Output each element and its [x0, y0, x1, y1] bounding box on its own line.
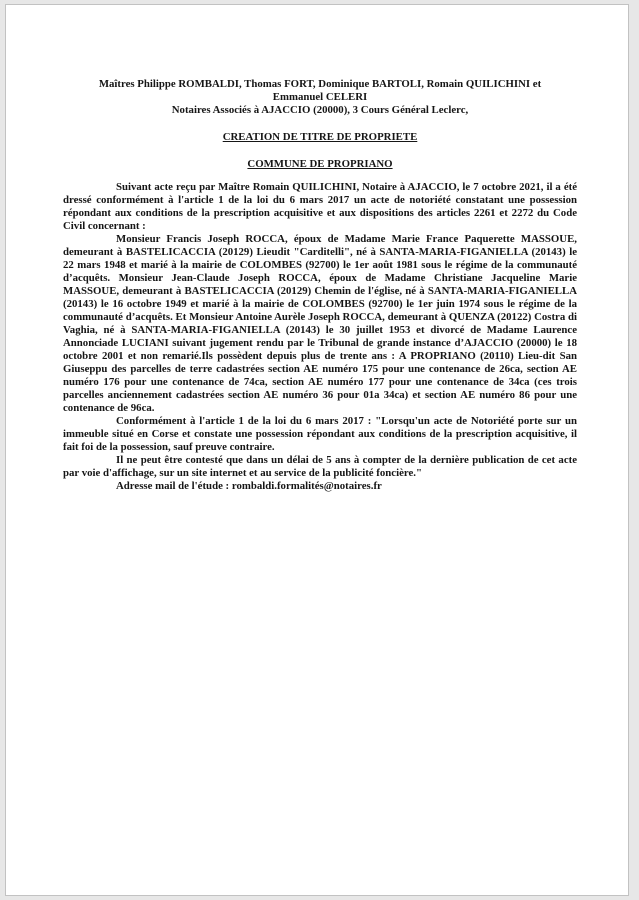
notary-names-line-1: Maîtres Philippe ROMBALDI, Thomas FORT, Dominique BARTOLI, Romain QUILICHINI et [98, 78, 542, 90]
paragraph-law-quote: Conformément à l'article 1 de la loi du 6 mars 2017 : "Lorsqu'un acte de Notoriété porte sur un immeuble situé en Corse et constate une possession répondant aux conditions de la prescription acquisitive, il fait foi de la possession, sauf preuve contraire. [63, 415, 577, 453]
notary-office-address-line: Notaires Associés à AJACCIO (20000), 3 Cours Général Leclerc, [171, 104, 469, 116]
document-page [5, 4, 629, 896]
notary-names-line-2: Emmanuel CELERI [272, 91, 368, 103]
document-title: CREATION DE TITRE DE PROPRIETE [222, 131, 418, 143]
office-email-line: Adresse mail de l'étude : rombaldi.formalités@notaires.fr [116, 480, 382, 492]
commune-subtitle: COMMUNE DE PROPRIANO [247, 158, 393, 170]
notary-header [63, 78, 577, 117]
paragraph-act-intro: Suivant acte reçu par Maître Romain QUILICHINI, Notaire à AJACCIO, le 7 octobre 2021, il a été dressé conformément à l'article 1 de la loi du 6 mars 2017 un acte de notoriété constatant une possession répondant aux conditions de la prescription acquisitive et aux dispositions des articles 2261 et 2272 du Code Civil concernant : [63, 181, 577, 232]
paragraph-contest-delay: Il ne peut être contesté que dans un délai de 5 ans à compter de la dernière publication de cet acte par voie d'affichage, sur un site internet et au service de la publicité foncière." [63, 454, 577, 479]
document-content [63, 78, 577, 493]
paragraph-owners-and-parcels: Monsieur Francis Joseph ROCCA, époux de Madame Marie France Paquerette MASSOUE, demeurant à BASTELICACCIA (20129) Lieudit "Carditelli", né à SANTA-MARIA-FIGANIELLA (20143) le 22 mars 1948 et marié à la mairie de COLOMBES (92700) le 1er août 1981 sous le régime de la communauté d’acquêts. Monsieur Jean-Claude Joseph ROCCA, époux de Madame Christiane Jacqueline Marie MASSOUE, demeurant à BASTELICACCIA (20129) Chemin de l'église, né à SANTA-MARIA-FIGANIELLA (20143) le 16 octobre 1949 et marié à la mairie de COLOMBES (92700) le 1er juin 1974 sous le régime de la communauté d’acquêts. Et Monsieur Antoine Aurèle Joseph ROCCA, demeurant à QUENZA (20122) Costra di Vaghia, né à SANTA-MARIA-FIGANIELLA (20143) le 30 juillet 1953 et divorcé de Madame Laurence Annonciade LUCIANI suivant jugement rendu par le Tribunal de grande instance d’AJACCIO (20000) le 18 octobre 2001 et non remarié.Ils possèdent depuis plus de trente ans : A PROPRIANO (20110) Lieu-dit San Giuseppu des parcelles de terre cadastrées section AE numéro 175 pour une contenance de 26ca, section AE numéro 176 pour une contenance de 74ca, section AE numéro 177 pour une contenance de 34ca (ces trois parcelles anciennement cadastrées section AE numéro 36 pour 01a 34ca) et section AE numéro 86 pour une contenance de 96ca. [63, 233, 577, 414]
